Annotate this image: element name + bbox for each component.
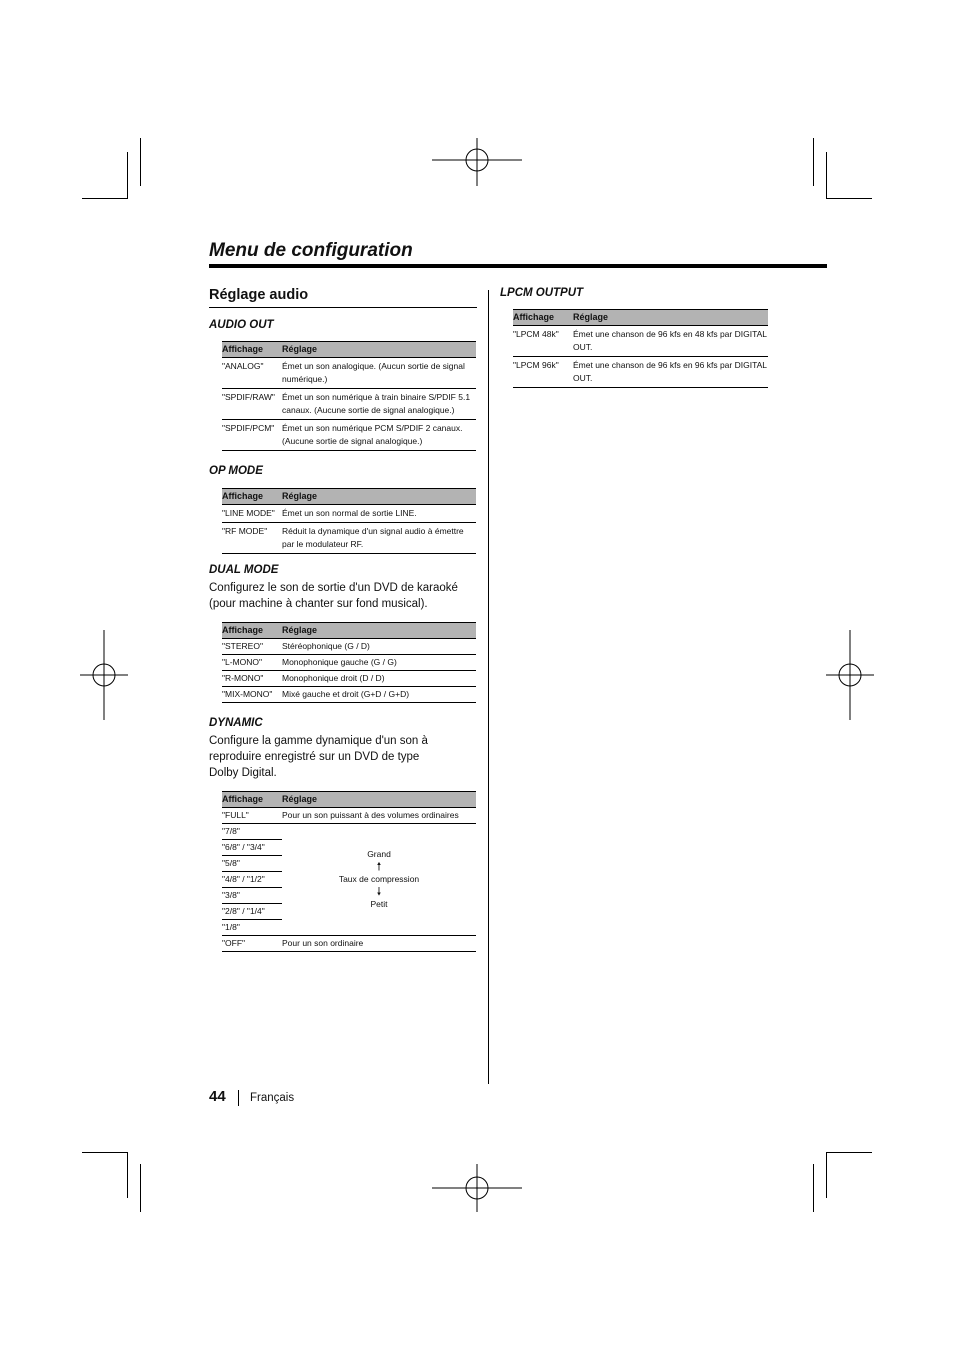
header-reglage: Réglage — [282, 623, 476, 639]
header-affichage: Affichage — [513, 310, 573, 326]
crop-mark — [826, 1152, 872, 1153]
dual-mode-table — [222, 622, 476, 703]
display-value: "3/8" — [222, 888, 282, 904]
table-row — [222, 420, 476, 451]
crop-mark — [813, 138, 814, 186]
display-value: "2/8" / "1/4" — [222, 904, 282, 920]
dynamic-heading: DYNAMIC — [209, 717, 263, 729]
page-number: 44 — [209, 1088, 226, 1105]
display-value: "STEREO" — [222, 639, 282, 655]
footer-separator — [238, 1090, 239, 1106]
section-heading: Réglage audio — [209, 287, 309, 303]
registration-mark-icon — [80, 628, 128, 722]
crop-mark — [813, 1164, 814, 1212]
setting-description: Réduit la dynamique d'un signal audio à émettre par le modulateur RF. — [282, 523, 476, 554]
table-header-row — [513, 310, 768, 326]
display-value: "R-MONO" — [222, 671, 282, 687]
header-reglage: Réglage — [282, 489, 476, 505]
page-title: Menu de configuration — [209, 240, 413, 261]
compression-label: Taux de compression — [338, 874, 420, 884]
setting-description: Émet un son numérique à train binaire S/PDIF 5.1 canaux. (Aucune sortie de signal analogique.) — [282, 389, 476, 420]
crop-mark — [140, 1164, 141, 1212]
header-affichage: Affichage — [222, 792, 282, 808]
dual-mode-description: Configurez le son de sortie d'un DVD de karaoké (pour machine à chanter sur fond musical). — [209, 582, 458, 610]
title-rule — [209, 264, 827, 268]
compression-bottom-label: Petit — [370, 899, 388, 909]
display-value: "7/8" — [222, 824, 282, 840]
setting-description: Monophonique droit (D / D) — [282, 671, 476, 687]
registration-mark-icon — [826, 628, 874, 722]
section-rule — [209, 307, 477, 308]
display-value: "SPDIF/PCM" — [222, 420, 282, 451]
display-value: "1/8" — [222, 920, 282, 936]
setting-description: Pour un son puissant à des volumes ordinaires — [282, 808, 476, 824]
display-value: "4/8" / "1/2" — [222, 872, 282, 888]
op-mode-heading: OP MODE — [209, 465, 263, 477]
column-divider — [488, 290, 489, 1084]
registration-mark-icon — [430, 138, 524, 186]
table-row — [222, 389, 476, 420]
arrow-down-icon: 🠗 — [376, 886, 382, 898]
display-value: "OFF" — [222, 936, 282, 952]
display-value: "RF MODE" — [222, 523, 282, 554]
crop-mark — [127, 1152, 128, 1198]
display-value: "SPDIF/RAW" — [222, 389, 282, 420]
display-value: "LINE MODE" — [222, 505, 282, 523]
display-value: "ANALOG" — [222, 358, 282, 389]
display-value: "5/8" — [222, 856, 282, 872]
table-header-row — [222, 342, 476, 358]
table-row — [513, 326, 768, 357]
header-reglage: Réglage — [282, 342, 476, 358]
table-row — [222, 936, 476, 952]
dynamic-table — [222, 791, 476, 952]
footer-language: Français — [250, 1092, 295, 1104]
display-value: "6/8" / "3/4" — [222, 840, 282, 856]
compression-scale — [282, 824, 476, 936]
table-header-row — [222, 792, 476, 808]
display-value: "LPCM 48k" — [513, 326, 573, 357]
setting-description: Monophonique gauche (G / G) — [282, 655, 476, 671]
crop-mark — [826, 152, 827, 198]
table-row — [222, 655, 476, 671]
dynamic-description: Configure la gamme dynamique d'un son à reproduire enregistré sur un DVD de type Dolby Digital. — [209, 735, 428, 779]
header-affichage: Affichage — [222, 489, 282, 505]
registration-mark-icon — [430, 1164, 524, 1212]
table-row — [222, 808, 476, 824]
crop-mark — [826, 1152, 827, 1198]
display-value: "FULL" — [222, 808, 282, 824]
crop-mark — [826, 198, 872, 199]
setting-description: Émet un son analogique. (Aucun sortie de signal numérique.) — [282, 358, 476, 389]
setting-description: Stéréophonique (G / D) — [282, 639, 476, 655]
table-row — [222, 687, 476, 703]
crop-mark — [82, 198, 128, 199]
dual-mode-heading: DUAL MODE — [209, 564, 279, 576]
display-value: "LPCM 96k" — [513, 357, 573, 388]
crop-mark — [82, 1152, 128, 1153]
setting-description: Pour un son ordinaire — [282, 936, 476, 952]
setting-description: Émet un son normal de sortie LINE. — [282, 505, 476, 523]
table-row — [222, 523, 476, 554]
table-row — [513, 357, 768, 388]
table-row — [222, 824, 476, 840]
table-header-row — [222, 489, 476, 505]
table-header-row — [222, 623, 476, 639]
op-mode-table — [222, 488, 476, 554]
table-row — [222, 505, 476, 523]
header-affichage: Affichage — [222, 342, 282, 358]
audio-out-heading: AUDIO OUT — [209, 319, 274, 331]
arrow-up-icon: 🠕 — [376, 861, 382, 873]
table-row — [222, 671, 476, 687]
crop-mark — [140, 138, 141, 186]
setting-description: Émet une chanson de 96 kfs en 96 kfs par DIGITAL OUT. — [573, 357, 768, 388]
header-affichage: Affichage — [222, 623, 282, 639]
lpcm-output-heading: LPCM OUTPUT — [500, 287, 584, 299]
setting-description: Émet un son numérique PCM S/PDIF 2 canaux. (Aucune sortie de signal analogique.) — [282, 420, 476, 451]
header-reglage: Réglage — [573, 310, 768, 326]
setting-description: Mixé gauche et droit (G+D / G+D) — [282, 687, 476, 703]
display-value: "L-MONO" — [222, 655, 282, 671]
crop-mark — [127, 152, 128, 198]
setting-description: Émet une chanson de 96 kfs en 48 kfs par DIGITAL OUT. — [573, 326, 768, 357]
lpcm-output-table — [513, 309, 768, 388]
compression-top-label: Grand — [367, 849, 391, 859]
header-reglage: Réglage — [282, 792, 476, 808]
table-row — [222, 358, 476, 389]
audio-out-table — [222, 341, 476, 451]
table-row — [222, 639, 476, 655]
display-value: "MIX-MONO" — [222, 687, 282, 703]
